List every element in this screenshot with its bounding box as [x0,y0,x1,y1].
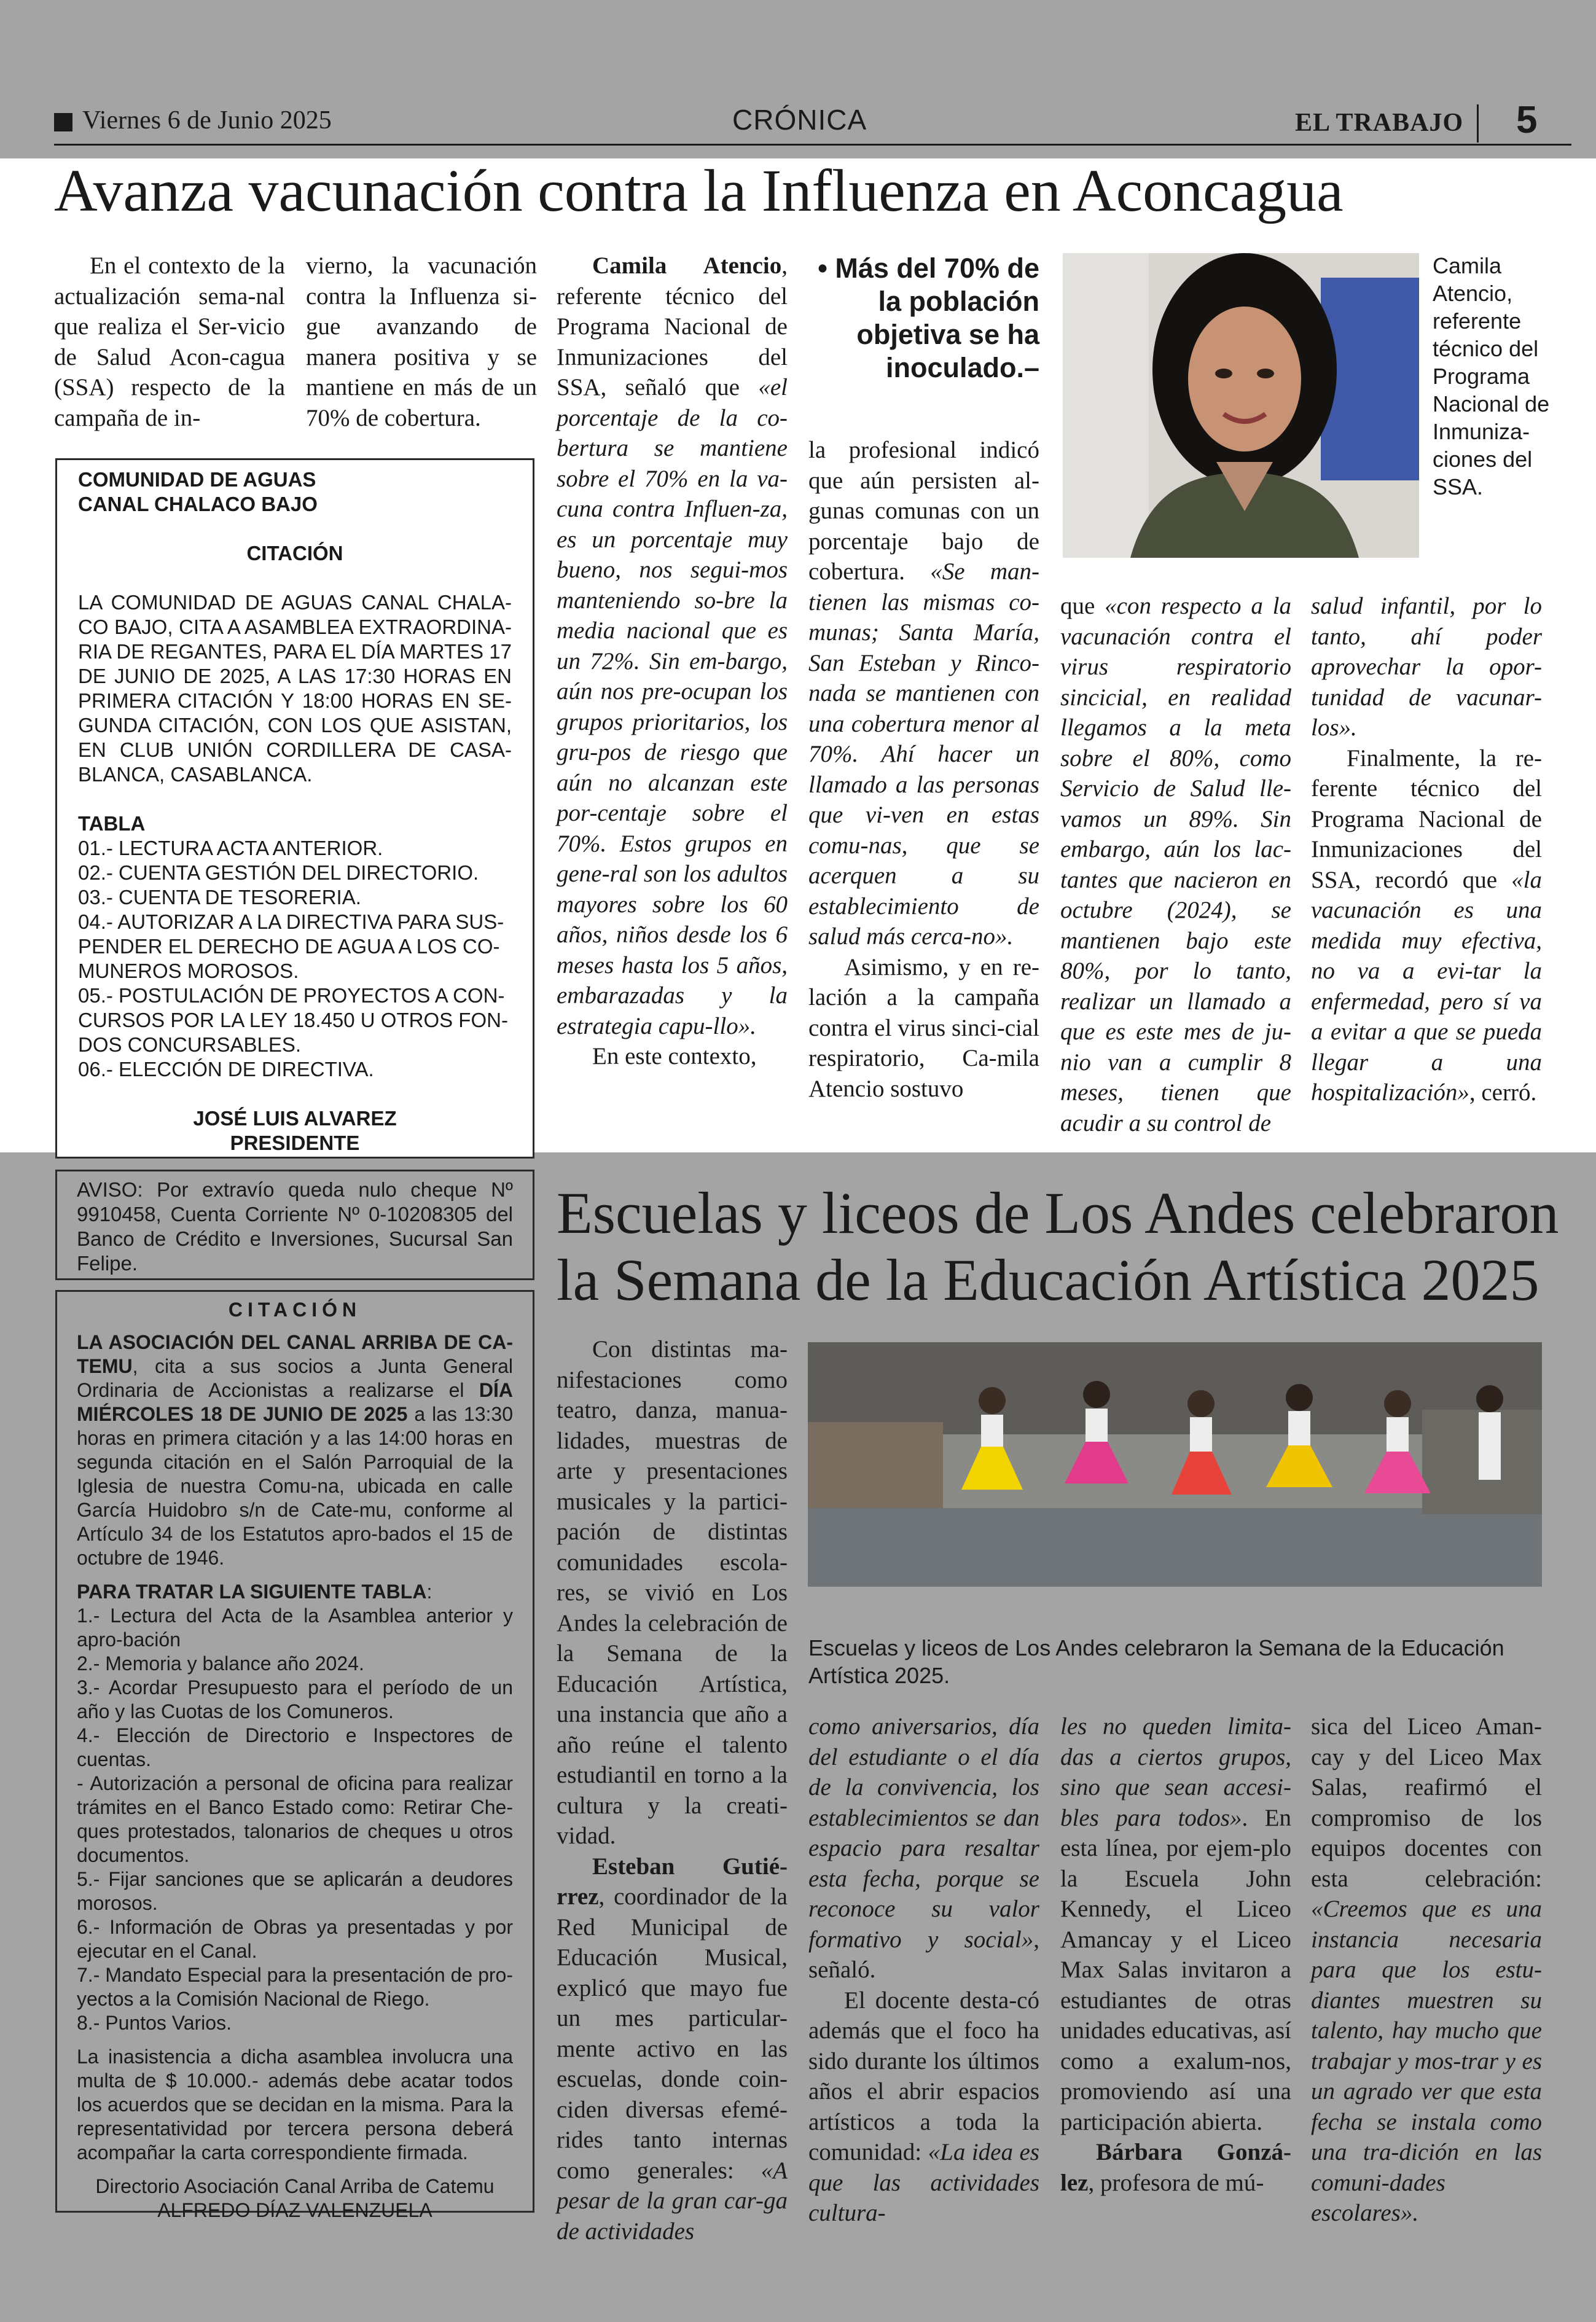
notice1-table-title: TABLA [78,812,146,835]
article1-col4: la profesional indicó que aún persisten al-gunas comunas con un porcentaje bajo de cobertura. «Se man-tienen las mismas co-munas; Santa María, San Esteban y Rinco-nada se mantienen con una cobertura menor al 70%. Ahí hacer un llamado a las personas que vi-ven en estas comu-nas, que se acerquen a su establecimiento de salud más cerca-no». Asimismo, y en re-lación a la campaña contra el virus sinci-cial respiratorio, Ca-mila Atencio sostuvo [808,437,1039,1102]
notice1-org: COMUNIDAD DE AGUAS CANAL CHALACO BAJO [78,468,318,515]
notice-chalaco-bajo [55,458,534,1159]
notice3-date: DÍA MIÉRCOLES 18 DE JUNIO DE 2025 [77,1379,513,1425]
article1-col1: En el contexto de la actualización sema-nal que realiza el Ser-vicio de Salud Acon-cagua (SSA) respecto de la campaña de in- [54,252,285,431]
section-name: CRÓNICA [732,104,867,136]
notice1-title: CITACIÓN [246,542,343,565]
pullquote: • Más del 70% de la población objetiva se ha inoculado.– [818,252,1039,383]
notice3-item: - Autorización a personal de oficina para realizar trámites en el Banco Estado como: Retirar Che-ques protestados, talonarios de cheques u otros documentos. [77,1772,513,1866]
notice1-item: 04.- AUTORIZAR A LA DIRECTIVA PARA SUS-PENDER EL DERECHO DE AGUA A LOS CO-MUNEROS MOROSOS. [78,910,504,982]
notice3-org: LA ASOCIACIÓN DEL CANAL ARRIBA DE CA-TEMU [77,1331,513,1377]
header-square-mark [54,113,72,131]
notice3-signer: Directorio Asociación Canal Arriba de Catemu [95,2175,495,2197]
notice3-table-title: PARA TRATAR LA SIGUIENTE TABLA [77,1581,427,1603]
notice1-body: LA COMUNIDAD DE AGUAS CANAL CHALA-CO BAJO, CITA A ASAMBLEA EXTRAORDINA-RIA DE REGANTES, PARA EL DÍA MARTES 17 DE JUNIO DE 2025, A LAS 17:30 HORAS EN PRIMERA CITACIÓN Y 18:00 HORAS EN SE-GUNDA CITACIÓN, CON LOS QUE ASISTAN, EN CLUB UNIÓN CORDILLERA DE CASA-BLANCA, CASABLANCA. [78,591,512,786]
notice3-item: 3.- Acordar Presupuesto para el período de un año y las Cuotas de los Comuneros. [77,1676,513,1722]
newspaper-name: EL TRABAJO [1295,109,1464,137]
notice1-item: 02.- CUENTA GESTIÓN DEL DIRECTORIO. [78,861,479,884]
notice3-intro-text: , cita a sus socios a Junta General Ordinaria de Accionistas a realizarse el [77,1355,513,1401]
notice-canal-arriba-catemu [55,1290,534,2221]
notice3-item: 2.- Memoria y balance año 2024. [77,1652,364,1675]
article1-col6: salud infantil, por lo tanto, ahí poder aprovechar la opor-tunidad de vacunar-los». Finalmente, la re-ferente técnico del Programa Nacional de Inmunizaciones del SSA, recordó que «la vacunación es una medida muy efectiva, no va a evi-tar la enfermedad, pero sí va a evitar a que se pueda llegar a una hospitalización», cerró. [1311,593,1542,1106]
article1-col2: vierno, la vacunación contra la Influenza si-gue avanzando de manera positiva y se mantiene en más de un 70% de cobertura. [306,252,537,431]
notice3-item: 1.- Lectura del Acta de la Asamblea anterior y apro-bación [77,1605,513,1651]
portrait-image [1063,253,1419,558]
article2-col3: les no queden limita-das a ciertos grupos, sino que sean accesi-bles para todos». En esta línea, por ejem-plo la Escuela John Kennedy, el Liceo Amancay y el Liceo Max Salas invitaron a estudiantes de otras unidades educativas, así como a exalum-nos, promoviendo así una participación abierta. Bárbara Gonzá-lez, profesora de mú- [1060,1713,1291,2196]
notice1-item: 05.- POSTULACIÓN DE PROYECTOS A CON-CURSOS POR LA LEY 18.450 U OTROS FON-DOS CONCURSABLES. [78,984,508,1056]
article2-col4: sica del Liceo Aman-cay y del Liceo Max Salas, reafirmó el compromiso de los equipos docentes con esta celebración: «Creemos que es una instancia necesaria para que los estu-diantes muestren su talento, hay mucho que trabajar y mos-trar y es un agrado ver que esta fecha se instala como una tra-dición en las comuni-dades escolares». [1311,1713,1542,2226]
page-number: 5 [1516,99,1538,141]
notice1-signer: JOSÉ LUIS ALVAREZ [193,1107,397,1130]
article2-col1: Con distintas ma-nifestaciones como teatro, danza, manua-lidades, muestras de arte y presentaciones musicales y la partici-pación de distintas comunidades escola-res, se vivió en Los Andes la celebración de la Semana de la Educación Artística, una instancia que año a año reúne el talento estudiantil en torno a la cultura y la creati-vidad. Esteban Gutié-rrez, coordinador de la Red Municipal de Educación Musical, explicó que mayo fue un mes particular-mente activo en las escuelas, donde coin-ciden diversas efemé-rides tanto internas como generales: «A pesar de la gran car-ga de actividades [557,1336,788,2245]
headline-arts-week: Escuelas y liceos de Los Andes celebraron la Semana de la Educación Artística 2025 [557,1180,1559,1313]
dance-photo [808,1342,1542,1587]
dance-image [808,1342,1542,1587]
notice2-text: AVISO: Por extravío queda nulo cheque Nº 9910458, Cuenta Corriente Nº 0-10208305 del Banco de Crédito e Inversiones, Sucursal San Felipe. [77,1178,513,1275]
notice1-item: 03.- CUENTA DE TESORERIA. [78,886,361,909]
article1-col5: que «con respecto a la vacunación contra el virus respiratorio sincicial, en realidad llegamos a la meta sobre el 80%, como Servicio de Salud lle-vamos un 89%. Sin embargo, aún los lac-tantes que nacieron en octubre (2024), se mantienen bajo este 80%, por lo tanto, realizar un llamado a que es este mes de ju-nio van a cumplir 8 meses, tienen que acudir a su control de [1060,593,1291,1136]
issue-date: Viernes 6 de Junio 2025 [82,106,332,135]
notice3-item: 5.- Fijar sanciones que se aplicarán a deudores morosos. [77,1868,513,1914]
header-rule [54,144,1571,146]
notice3-title: CITACIÓN [228,1299,362,1321]
notice3-item: 8.- Puntos Varios. [77,2012,232,2034]
notice3-intro [77,1331,513,1570]
notice3-item: 4.- Elección de Directorio e Inspectores de cuentas. [77,1724,513,1770]
notice1-item: 01.- LECTURA ACTA ANTERIOR. [78,837,383,859]
dance-caption: Escuelas y liceos de Los Andes celebraron la Semana de la Educación Artística 2025. [808,1635,1504,1688]
portrait-photo [1063,253,1419,558]
notice3-item: 6.- Información de Obras ya presentadas y por ejecutar en el Canal. [77,1916,513,1962]
headline-influenza: Avanza vacunación contra la Influenza en Aconcagua [54,158,1344,224]
notice1-item: 06.- ELECCIÓN DE DIRECTIVA. [78,1058,374,1081]
notice-cheque [55,1170,534,1280]
header-divider [1477,104,1479,143]
notice3-table-heading: PARA TRATAR LA SIGUIENTE TABLA: [77,1581,432,1603]
portrait-caption: Camila Atencio, referente técnico del Programa Nacional de Inmuniza-ciones del SSA. [1433,253,1550,499]
notice3-closing: La inasistencia a dicha asamblea involucra una multa de $ 10.000.- además debe acatar todos los acuerdos que se decidan en la misma. Para la representatividad por tercera persona deberá acompañar la carta correspondiente firmada. [77,2046,513,2164]
article2-col2: como aniversarios, día del estudiante o el día de la convivencia, los establecimientos se dan espacio para resaltar esta fecha, porque se reconoce su valor formativo y social», señaló. El docente desta-có además que el foco ha sido durante los últimos años el abrir espacios artísticos a toda la comunidad: «La idea es que las actividades cultura- [808,1713,1039,2226]
notice3-intro-text2: a las 13:30 horas en primera citación y a las 14:00 horas en segunda citación en el Salón Parroquial de la Iglesia de nuestra Comu-na, ubicada en calle García Huidobro s/n de Cate-mu, conforme al Artículo 34 de los Estatutos apro-bados el 15 de octubre de 1946. [77,1403,513,1569]
notice3-item: 7.- Mandato Especial para la presentación de pro-yectos a la Comisión Nacional de Riego. [77,1964,513,2010]
article1-col3: Camila Atencio, referente técnico del Programa Nacional de Inmunizaciones del SSA, señaló que «el porcentaje de la co-bertura se mantiene sobre el 70% en la va-cuna contra Influen-za, es un porcentaje muy bueno, nos segui-mos manteniendo so-bre la media nacional que es un 72%. Sin em-bargo, aún nos pre-ocupan los grupos prioritarios, los gru-pos de riesgo que aún no alcanzan este por-centaje sobre el 70%. Estos grupos en gene-ral son los adultos mayores sobre los 60 años, niños desde los 6 meses hasta los 5 años, embarazadas y la estrategia capu-llo». En este contexto, [557,252,788,1069]
notice1-signer-title: PRESIDENTE [230,1132,360,1154]
notice3-signer-name: ALFREDO DÍAZ VALENZUELA [157,2199,432,2221]
